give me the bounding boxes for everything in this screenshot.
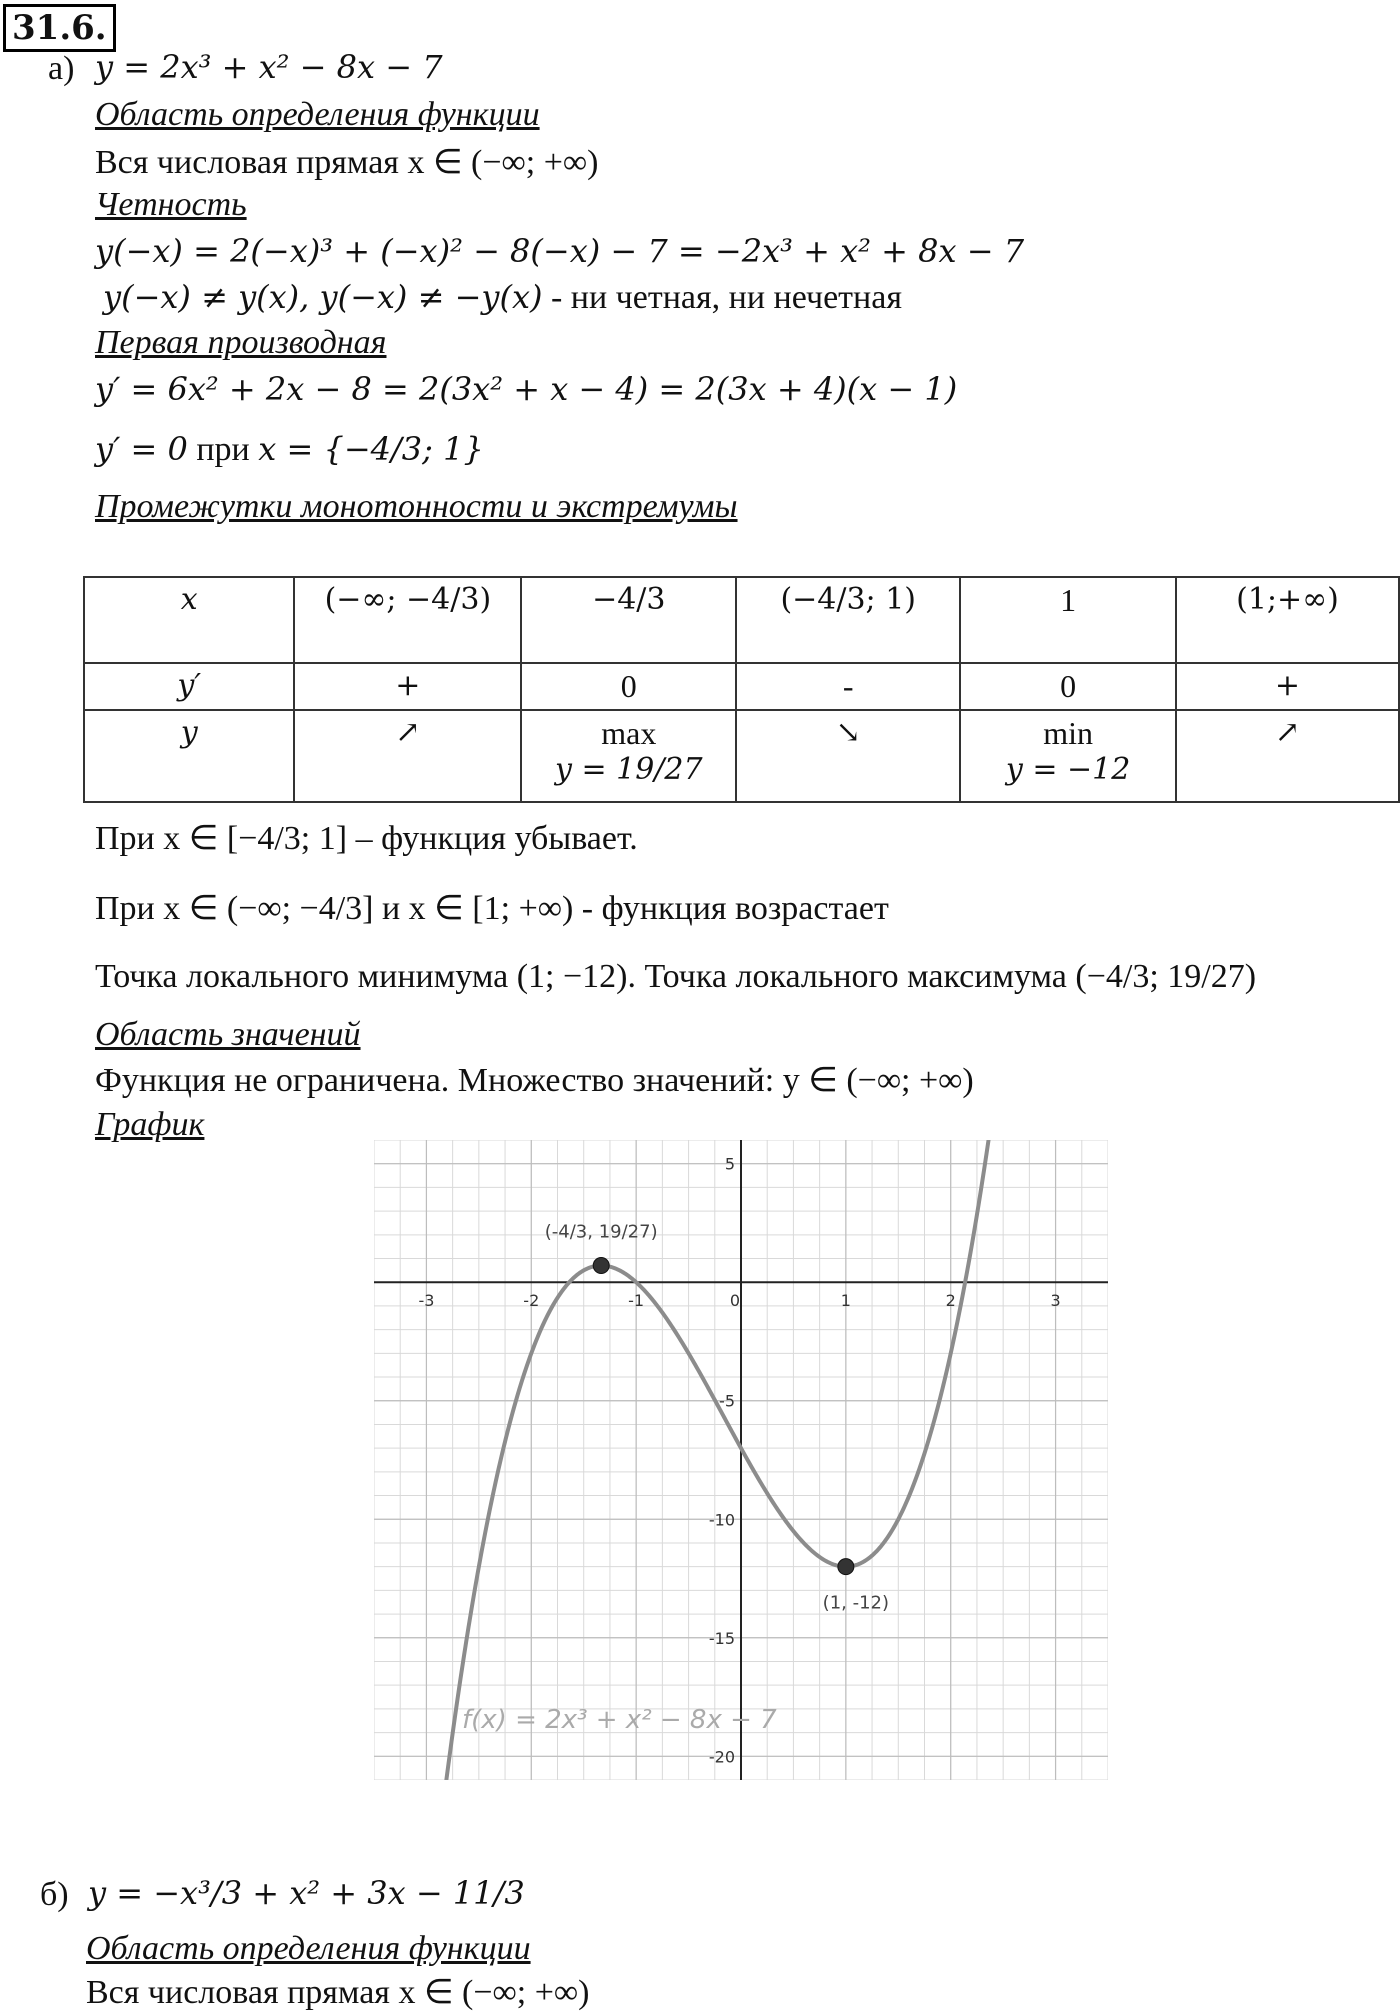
table-cell: ↘	[736, 710, 960, 802]
domain-text: Вся числовая прямая x ∈ (−∞; +∞)	[95, 144, 599, 181]
table-row-x	[84, 577, 1399, 663]
table-cell: min y = −12	[960, 710, 1176, 802]
y-tick-label: -10	[708, 1510, 735, 1530]
extremum-label: (-4/3, 19/27)	[544, 1221, 658, 1243]
table-cell: max y = 19/27	[521, 710, 736, 802]
range-heading: Область значений	[95, 1016, 361, 1053]
table-cell: (−4/3; 1)	[736, 577, 960, 663]
part-a-function: y = 2x³ + x² − 8x − 7	[95, 48, 443, 86]
derivative-zero-set: x = {−4/3; 1}	[258, 430, 484, 468]
increasing-interval: При x ∈ (−∞; −4/3] и x ∈ [1; +∞) - функция возрастает	[95, 890, 889, 927]
table-cell: y	[84, 710, 294, 802]
part-b-label: б)	[40, 1876, 69, 1913]
y-tick-label: -15	[708, 1628, 735, 1648]
graph-heading: График	[95, 1106, 205, 1143]
decreasing-interval: При x ∈ [−4/3; 1] – функция убывает.	[95, 820, 638, 857]
y-tick-label: -20	[708, 1747, 735, 1767]
part-b-domain-heading: Область определения функции	[86, 1930, 531, 1967]
table-cell: 0	[960, 663, 1176, 710]
parity-heading: Четность	[95, 186, 247, 223]
problem-number: 31.6.	[3, 4, 116, 52]
derivative-heading: Первая производная	[95, 324, 387, 361]
parity-line-1: y(−x) = 2(−x)³ + (−x)² − 8(−x) − 7 = −2x³ + x² + 8x − 7	[95, 232, 1025, 270]
part-b-domain-text: Вся числовая прямая x ∈ (−∞; +∞)	[86, 1974, 590, 2011]
extremum-point	[593, 1258, 609, 1274]
y-tick-label: 5	[724, 1154, 735, 1174]
table-cell: -	[736, 663, 960, 710]
x-tick-label: -2	[523, 1291, 540, 1311]
table-cell: x	[84, 577, 294, 663]
x-tick-label: 0	[729, 1291, 741, 1311]
table-cell: y′	[84, 663, 294, 710]
extrema-points: Точка локального минимума (1; −12). Точка локального максимума (−4/3; 19/27)	[95, 958, 1257, 995]
x-tick-label: 2	[945, 1291, 956, 1311]
table-cell: +	[1176, 663, 1399, 710]
parity-conclusion: - ни четная, ни нечетная	[542, 279, 902, 316]
parity-line-2	[103, 278, 902, 317]
table-row-derivative	[84, 663, 1399, 710]
table-cell: ↗	[1176, 710, 1399, 802]
table-cell: (1;+∞)	[1176, 577, 1399, 663]
table-cell: 1	[960, 577, 1176, 663]
x-tick-label: 3	[1050, 1291, 1061, 1311]
table-cell: ↗	[294, 710, 521, 802]
table-cell: +	[294, 663, 521, 710]
monotonicity-table	[83, 576, 1400, 803]
derivative-zero-prefix: y′ = 0	[95, 430, 188, 468]
part-a-label: а)	[48, 50, 75, 87]
y-tick-label: -5	[719, 1391, 735, 1411]
parity-inequalities: y(−x) ≠ y(x), y(−x) ≠ −y(x)	[103, 278, 543, 316]
function-curve	[444, 1140, 991, 1780]
function-formula-label: f(x) = 2x³ + x² − 8x − 7	[462, 1704, 777, 1735]
table-cell: 0	[521, 663, 736, 710]
range-text: Функция не ограничена. Множество значений: y ∈ (−∞; +∞)	[95, 1062, 974, 1099]
derivative-zero-word: при	[187, 431, 259, 468]
part-b-function: y = −x³/3 + x² + 3x − 11/3	[88, 1874, 525, 1912]
extremum-label: (1, -12)	[822, 1592, 890, 1614]
monotonic-heading: Промежутки монотонности и экстремумы	[95, 488, 738, 525]
x-tick-label: 1	[840, 1291, 851, 1311]
table-cell: −4/3	[521, 577, 736, 663]
table-cell: (−∞; −4/3)	[294, 577, 521, 663]
domain-heading: Область определения функции	[95, 96, 540, 133]
derivative-zeros	[95, 430, 484, 469]
function-graph	[374, 1140, 1108, 1780]
x-tick-label: -1	[628, 1291, 645, 1311]
extremum-point	[838, 1559, 854, 1575]
table-row-function	[84, 710, 1399, 802]
x-tick-label: -3	[418, 1291, 435, 1311]
derivative-formula: y′ = 6x² + 2x − 8 = 2(3x² + x − 4) = 2(3x + 4)(x − 1)	[95, 370, 958, 408]
